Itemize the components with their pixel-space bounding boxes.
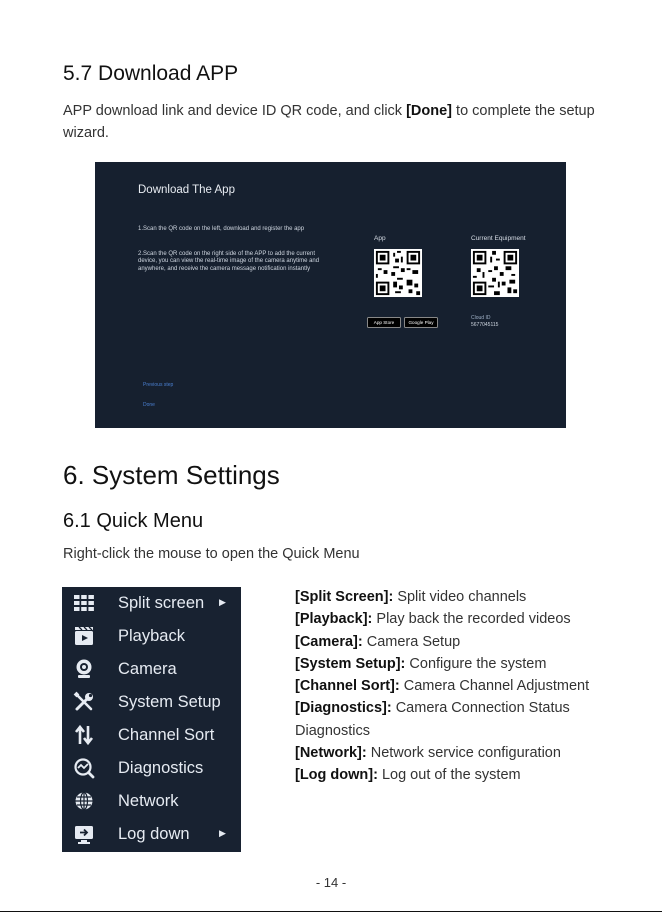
- subsection-heading: 6.1 Quick Menu: [63, 510, 204, 532]
- description-term: [Split Screen]:: [295, 589, 394, 605]
- app-qr-code-icon: [374, 249, 422, 297]
- logout-icon: [73, 823, 95, 845]
- menu-descriptions: [295, 586, 625, 787]
- chapter-heading: 6. System Settings: [63, 460, 280, 490]
- paragraph-text-end: to complete the setup wizard.: [63, 103, 595, 141]
- description-text: Camera Channel Adjustment: [399, 678, 590, 695]
- menu-item-log-down[interactable]: [62, 818, 241, 851]
- menu-item-diagnostics[interactable]: [62, 752, 241, 785]
- description-line: [295, 608, 625, 630]
- menu-item-label: Log down: [118, 825, 190, 843]
- menu-item-system-setup[interactable]: [62, 686, 241, 719]
- step-one-text: 1.Scan the QR code on the left, download and register the app: [138, 226, 305, 232]
- chevron-right-icon: ▶: [219, 828, 226, 838]
- menu-item-split-screen[interactable]: [62, 587, 241, 620]
- menu-item-label: Channel Sort: [118, 726, 215, 744]
- description-line: [295, 742, 625, 764]
- description-text: Network service configuration: [366, 745, 561, 762]
- description-line: [295, 653, 625, 675]
- sort-arrows-icon: [73, 724, 95, 746]
- previous-step-button[interactable]: Previous step: [143, 382, 174, 388]
- step-two-text: 2.Scan the QR code on the right side of the APP to add the current device, you can view the real-time image of the camera anytime and anywhere, and receive the camera message notification instantly: [138, 251, 320, 272]
- description-text: Camera Setup: [362, 633, 461, 650]
- download-app-screenshot: [95, 162, 566, 428]
- screenshot-title: Download The App: [138, 184, 235, 196]
- menu-item-label: System Setup: [118, 693, 221, 711]
- description-text: Log out of the system: [377, 767, 521, 784]
- menu-item-channel-sort[interactable]: [62, 719, 241, 752]
- menu-item-label: Camera: [118, 660, 177, 678]
- description-term: [Channel Sort]:: [295, 678, 400, 695]
- app-store-badge[interactable]: App Store: [367, 317, 401, 328]
- description-term: [Log down]:: [295, 767, 378, 784]
- webcam-icon: [73, 658, 95, 680]
- app-label: App: [374, 235, 386, 242]
- menu-item-label: Diagnostics: [118, 759, 204, 777]
- description-line: [295, 586, 625, 608]
- quick-menu-intro: Right-click the mouse to open the Quick Menu: [63, 546, 360, 562]
- description-term: [Network]:: [295, 745, 367, 762]
- tools-icon: [73, 691, 95, 713]
- description-term: [System Setup]:: [295, 655, 406, 672]
- description-term: [Camera]:: [295, 633, 363, 650]
- description-line: [295, 675, 625, 697]
- chevron-right-icon: ▶: [219, 597, 226, 607]
- quick-menu-image: [62, 587, 241, 852]
- grid-icon: [73, 592, 95, 614]
- description-line: [295, 764, 625, 786]
- globe-icon: [73, 790, 95, 812]
- menu-item-label: Network: [118, 792, 179, 810]
- menu-item-network[interactable]: [62, 785, 241, 818]
- description-text: Camera Connection Status Diagnostics: [295, 700, 570, 739]
- page-number: - 14 -: [315, 875, 347, 890]
- section-heading: 5.7 Download APP: [63, 62, 239, 85]
- menu-item-playback[interactable]: [62, 620, 241, 653]
- description-text: Play back the recorded videos: [372, 611, 571, 628]
- paragraph-text: APP download link and device ID QR code, and click: [63, 103, 407, 119]
- menu-item-label: Playback: [118, 627, 185, 645]
- clapperboard-icon: [73, 625, 95, 647]
- cloud-id-label: Cloud ID: [471, 315, 491, 321]
- description-term: [Diagnostics]:: [295, 700, 392, 717]
- menu-item-label: Split screen: [118, 594, 205, 612]
- device-qr-code-icon: [471, 249, 519, 297]
- google-play-badge[interactable]: Google Play: [404, 317, 438, 328]
- diagnostics-icon: [73, 757, 95, 779]
- description-line: [295, 631, 625, 653]
- equipment-label: Current Equipment: [471, 235, 526, 242]
- description-term: [Playback]:: [295, 611, 373, 628]
- description-text: Configure the system: [405, 655, 547, 672]
- description-line: [295, 697, 625, 742]
- cloud-id-value: 5677045115: [471, 322, 499, 328]
- menu-item-camera[interactable]: [62, 653, 241, 686]
- footer-rule: [0, 911, 662, 912]
- done-button[interactable]: Done: [143, 402, 155, 408]
- description-text: Split video channels: [393, 589, 527, 605]
- section-paragraph: [63, 100, 603, 144]
- done-keyword: [Done]: [406, 103, 453, 119]
